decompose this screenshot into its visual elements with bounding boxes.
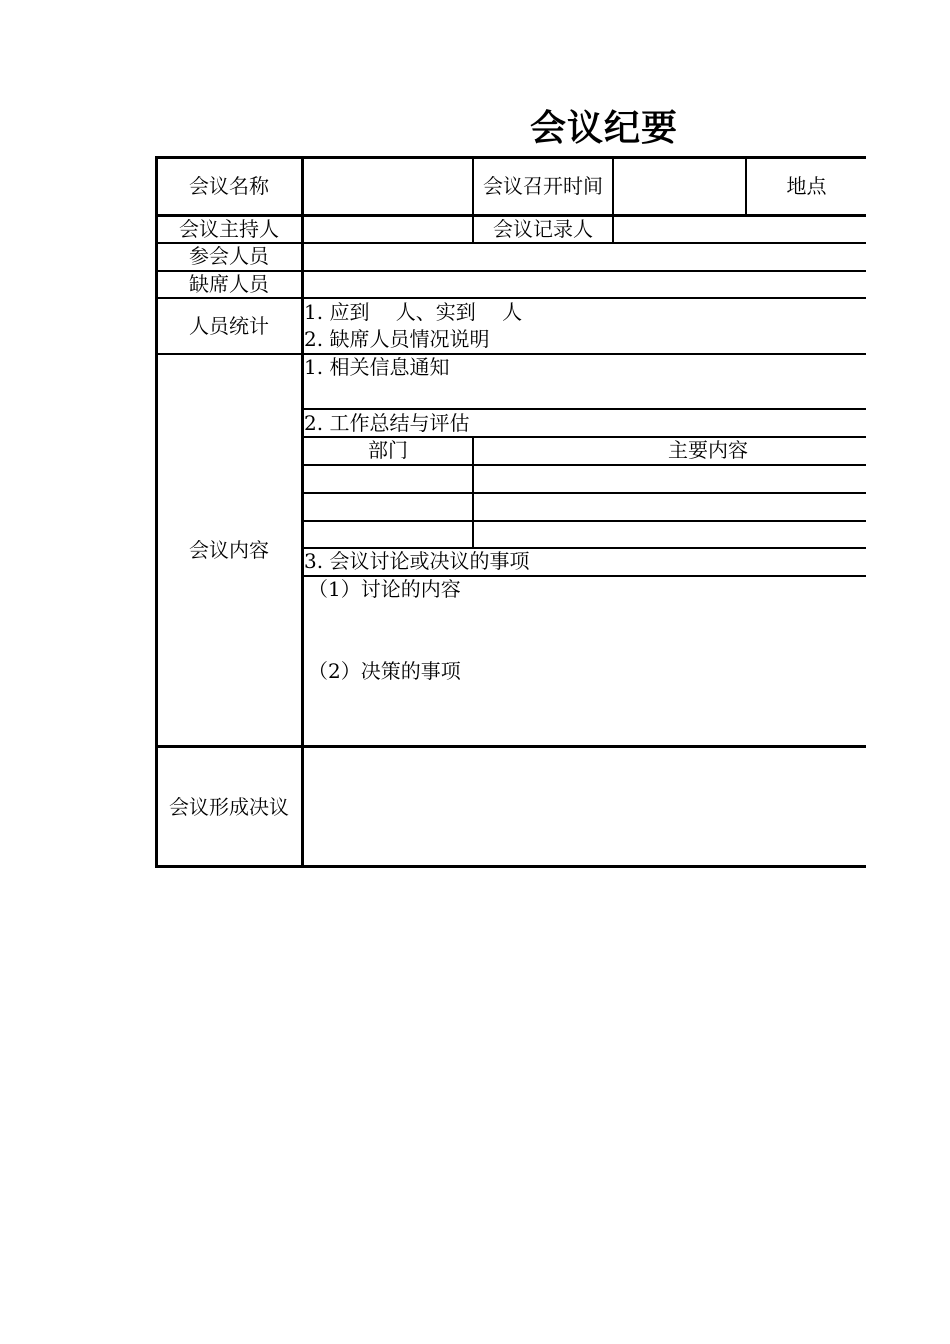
sub-decisions: （2）决策的事项 — [308, 659, 461, 683]
label-personnel-stats: 人员统计 — [189, 314, 269, 338]
row-line — [156, 297, 866, 299]
row-line — [302, 520, 866, 522]
absentees-field[interactable] — [306, 272, 864, 296]
label-recorder: 会议记录人 — [493, 217, 593, 241]
stats-line-2: 2. 缺席人员情况说明 — [304, 327, 490, 351]
attendees-field[interactable] — [306, 244, 864, 268]
label-resolutions: 会议形成决议 — [169, 795, 289, 819]
main-content-header: 主要内容 — [668, 438, 748, 462]
label-meeting-name: 会议名称 — [189, 174, 269, 198]
resolutions-field[interactable] — [306, 751, 864, 861]
label-host: 会议主持人 — [179, 217, 279, 241]
label-meeting-content: 会议内容 — [189, 538, 269, 562]
label-location: 地点 — [786, 174, 827, 198]
meeting-time-field[interactable] — [616, 163, 742, 209]
row-line — [156, 353, 866, 355]
row-line — [156, 745, 866, 748]
recorder-field[interactable] — [616, 217, 864, 241]
label-absentees: 缺席人员 — [189, 272, 269, 296]
section-info-notice: 1. 相关信息通知 — [304, 355, 450, 379]
col-line — [612, 157, 614, 244]
row-line — [302, 464, 866, 466]
host-field[interactable] — [306, 217, 470, 241]
minutes-table — [156, 157, 866, 867]
section-work-summary: 2. 工作总结与评估 — [304, 411, 470, 435]
stats-line-1: 1. 应到 人、实到 人 — [304, 300, 523, 324]
frame-top — [155, 156, 866, 159]
label-meeting-time: 会议召开时间 — [483, 174, 603, 198]
page-title: 会议纪要 — [530, 108, 679, 149]
section-discussion: 3. 会议讨论或决议的事项 — [304, 549, 530, 573]
dept-header: 部门 — [368, 438, 408, 462]
meeting-name-field[interactable] — [306, 163, 470, 209]
row-line — [302, 492, 866, 494]
label-attendees: 参会人员 — [189, 244, 269, 268]
frame-bottom — [155, 865, 866, 868]
sub-discussion-content: （1）讨论的内容 — [308, 577, 461, 601]
row-line — [302, 408, 866, 410]
